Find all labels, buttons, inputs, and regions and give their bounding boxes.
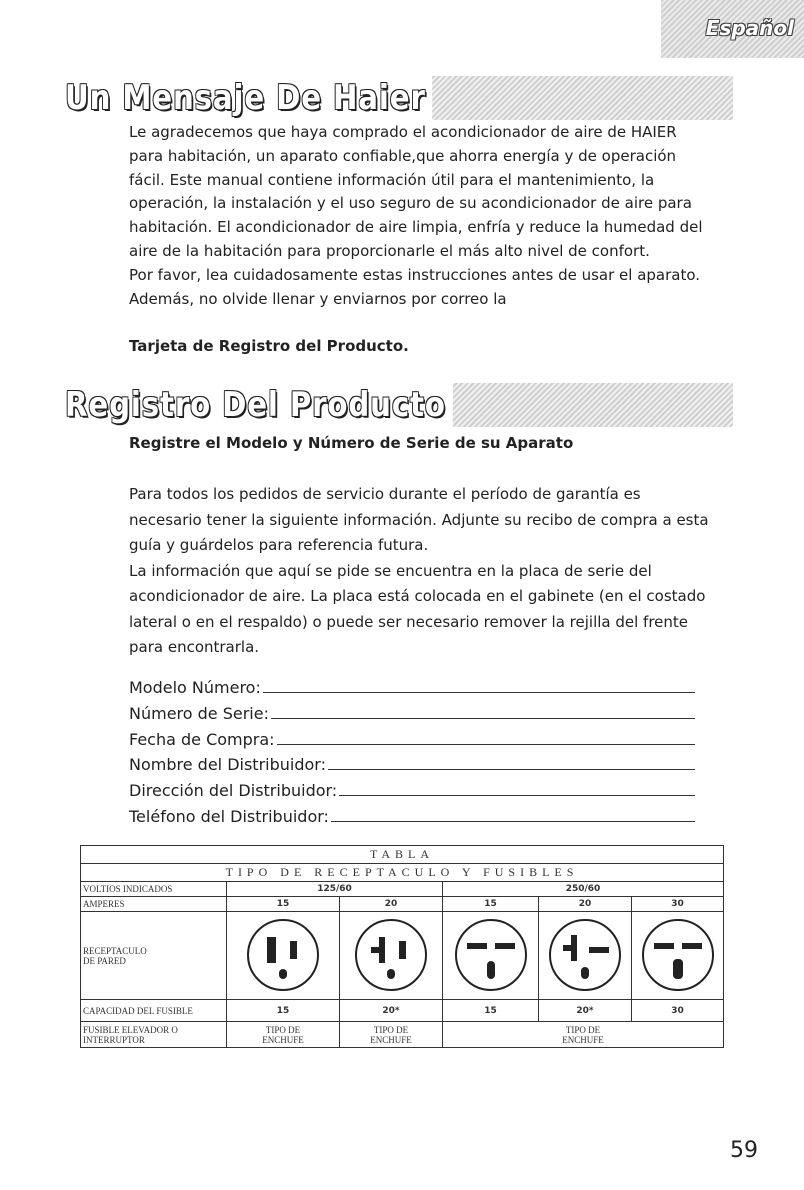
field-blank-line [277,728,695,745]
table-title: TABLA [81,846,724,864]
table-row-label [81,912,227,1000]
fuse-cell: 15 [443,1000,539,1022]
field-blank-line [271,702,695,719]
message-paragraph: Le agradecemos que haya comprado el acondicionador de aire de HAIER para habitación, un aparato confiable,que ahorra energía y de operación fácil. Este manual contiene información útil para el mantenimiento, la operación, la instalación y el uso seguro de su acondicionador de aire para habitación. El acondicionador de aire limpia, enfría y reduce la humedad del aire de la habitación para proporcionarle el más alto nivel de confort. [129,123,703,260]
field-label: Nombre del Distribuidor: [129,755,326,775]
page-number: 59 [730,1138,758,1163]
amps-cell: 15 [443,897,539,912]
receptacle-15a-125v-icon [245,917,321,993]
field-blank-line [328,753,695,770]
volts-cell: 125/60 [227,882,443,897]
field-dealer-phone [129,805,695,831]
section-heading-registration: Registro Del Producto [65,383,453,427]
registration-subheading: Registre el Modelo y Número de Serie de su Aparato [129,434,574,452]
table-row-label: AMPERES [81,897,227,912]
registration-paragraph: La información que aquí se pide se encuentra en la placa de serie del acondicionador de aire. La placa está colocada en el gabinete (en el costado lateral o en el respaldo) o puede ser necesario remover la rejilla del frente para encontrarla. [129,561,706,656]
field-label: Modelo Número: [129,678,261,697]
fuse-type-line: TIPO DE [565,1024,601,1035]
language-label: Español [705,16,794,40]
fuse-type-cell [340,1022,443,1048]
fuse-type-label-line: INTERRUPTOR [83,1034,145,1045]
amps-cell: 20 [539,897,632,912]
fuse-cell: 20* [539,1000,632,1022]
field-label: Fecha de Compra: [129,729,275,749]
field-blank-line [339,779,695,796]
fuse-type-line: ENCHUFE [562,1034,604,1045]
receptacle-15a-250v-icon [453,917,529,993]
section-heading-bar [65,383,733,427]
field-purchase-date [129,728,695,754]
receptacle-cell [632,912,724,1000]
table-row-label: CAPACIDAD DEL FUSIBLE [81,1000,227,1022]
section-heading-message: Un Mensaje De Haier [65,76,433,120]
section-heading-bar [65,76,733,120]
language-tab [661,0,804,58]
field-label: Dirección del Distribuidor: [129,781,338,801]
message-paragraph: Por favor, lea cuidadosamente estas instrucciones antes de usar el aparato. Además, no olvide llenar y enviarnos por correo la [129,265,701,308]
table-subtitle: TIPO DE RECEPTACULO Y FUSIBLES [81,864,724,882]
table-row-label: VOLTIOS INDICADOS [81,882,227,897]
receptacle-label-line: RECEPTACULO [83,945,147,956]
receptacle-30a-250v-icon [640,917,716,993]
field-serial-number [129,702,695,728]
registration-fields [129,676,695,831]
fuse-type-label-line: FUSIBLE ELEVADOR O [83,1024,178,1035]
receptacle-fuse-table [80,845,724,1048]
receptacle-label-line: DE PARED [83,955,126,966]
receptacle-cell [539,912,632,1000]
amps-cell: 15 [227,897,340,912]
field-label: Teléfono del Distribuidor: [129,806,329,826]
volts-cell: 250/60 [443,882,724,897]
registration-body [129,482,709,661]
field-label: Número de Serie: [129,703,269,723]
fuse-type-cell [443,1022,724,1048]
fuse-type-line: TIPO DE [373,1024,409,1035]
field-dealer-address [129,779,695,805]
table-row-label [81,1022,227,1048]
fuse-type-line: ENCHUFE [370,1034,412,1045]
field-blank-line [331,805,695,822]
fuse-cell: 30 [632,1000,724,1022]
fuse-type-cell [227,1022,340,1048]
registration-paragraph: Para todos los pedidos de servicio durante el período de garantía es necesario tener la siguiente información. Adjunte su recibo de compra a esta guía y guárdelos para referencia futura. [129,485,709,554]
receptacle-20a-250v-icon [547,917,623,993]
amps-cell: 30 [632,897,724,912]
message-body [129,121,709,311]
field-dealer-name [129,753,695,779]
registration-card-reference: Tarjeta de Registro del Producto. [129,337,409,355]
fuse-type-line: TIPO DE [265,1024,301,1035]
fuse-cell: 20* [340,1000,443,1022]
receptacle-cell [443,912,539,1000]
receptacle-cell [227,912,340,1000]
receptacle-20a-125v-icon [353,917,429,993]
fuse-type-line: ENCHUFE [262,1034,304,1045]
field-blank-line [263,676,695,693]
field-model-number [129,676,695,702]
receptacle-cell [340,912,443,1000]
fuse-cell: 15 [227,1000,340,1022]
amps-cell: 20 [340,897,443,912]
